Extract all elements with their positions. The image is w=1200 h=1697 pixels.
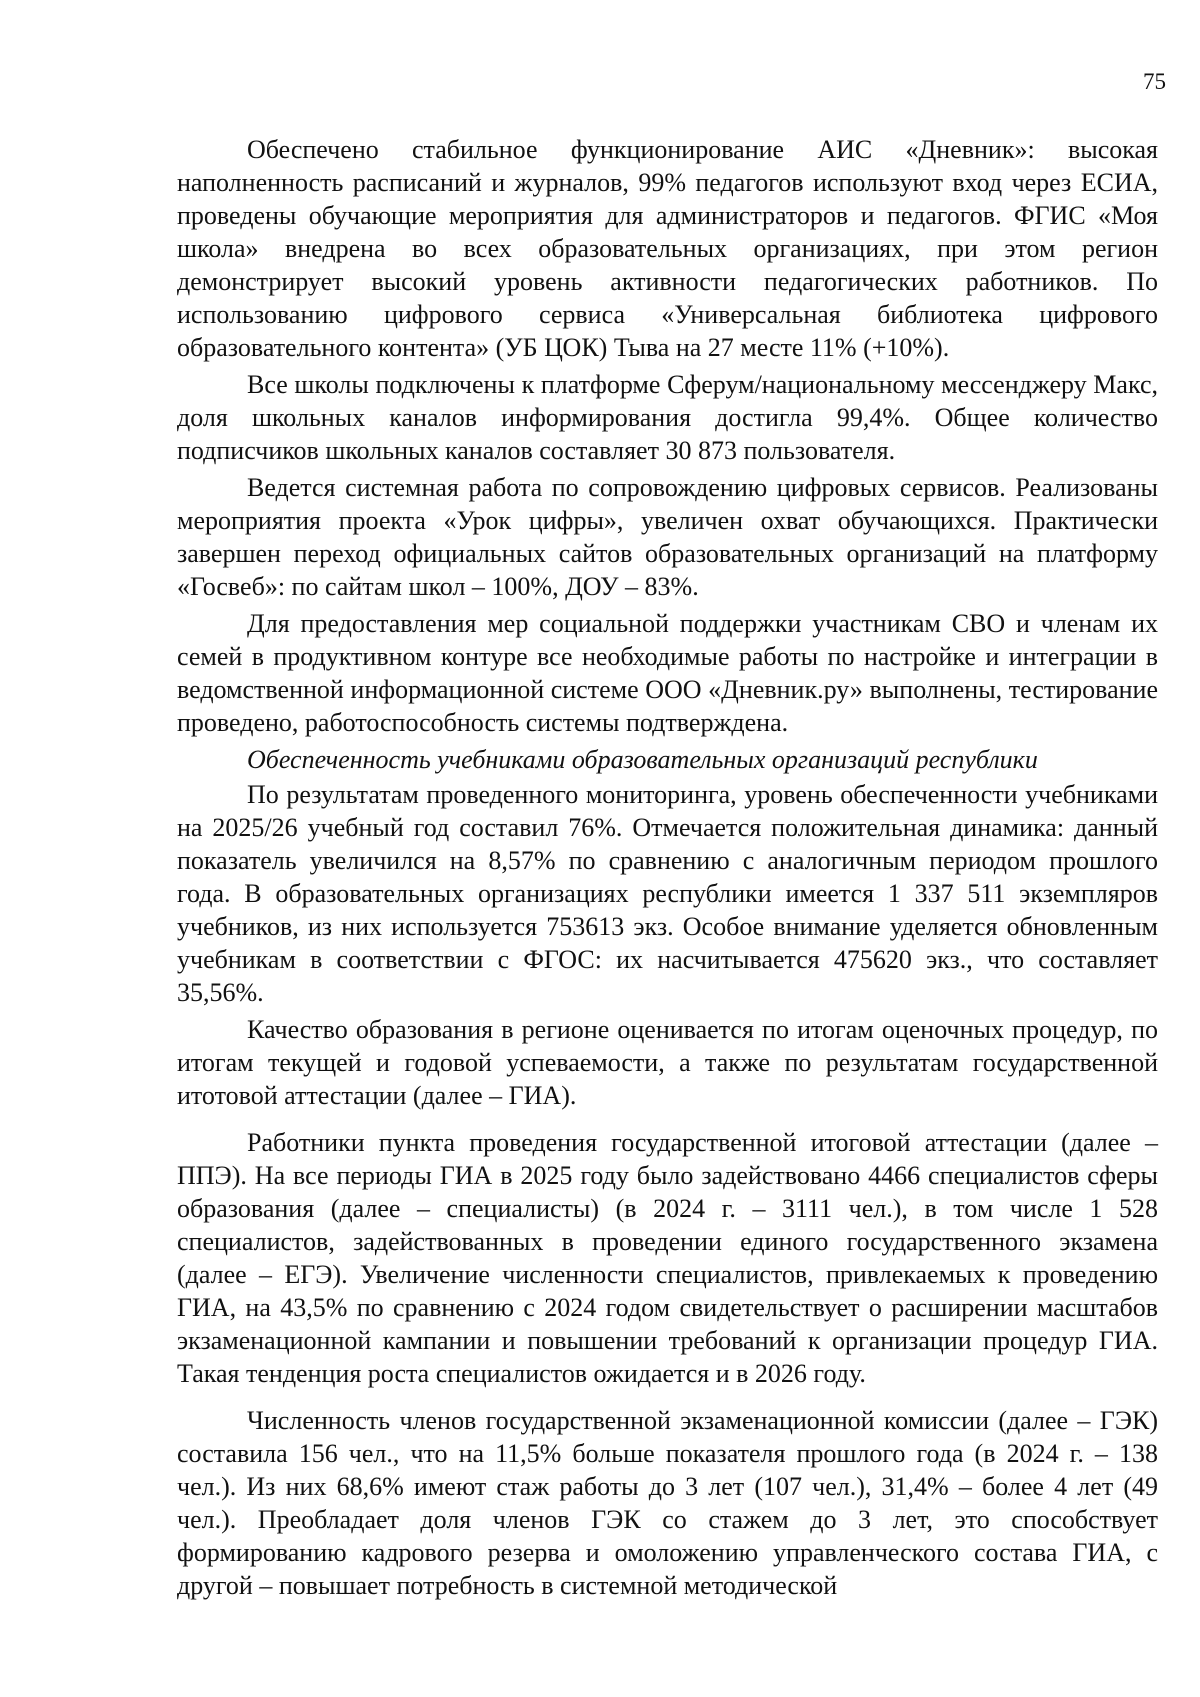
- paragraph-textbooks: По результатам проведенного мониторинга, уровень обеспеченности учебниками на 2025/26 учебный год составил 76%. Отмечается положительная динамика: данный показатель увеличился на 8,57% по сравнению с аналогичным периодом прошлого года. В образовательных организациях республики имеется 1 337 511 экземпляров учебников, из них используется 753613 экз. Особое внимание уделяется обновленным учебникам в соответствии с ФГОС: их насчитывается 475620 экз., что составляет 35,56%.: [177, 780, 1158, 1007]
- document-body: [177, 133, 1158, 1606]
- paragraph-svo-support: Для предоставления мер социальной поддержки участникам СВО и членам их семей в продуктивном контуре все необходимые работы по настройке и интеграции в ведомственной информационной системе ООО «Дневник.ру» выполнены, тестирование проведено, работоспособность системы подтверждена.: [177, 609, 1158, 737]
- paragraph-education-quality: Качество образования в регионе оценивается по итогам оценочных процедур, по итогам текущей и годовой успеваемости, а также по результатам государственной итотовой аттестации (далее – ГИА).: [177, 1015, 1158, 1110]
- section-subheading: Обеспеченность учебниками образовательных организаций республики: [247, 745, 1038, 774]
- paragraph-sferum: Все школы подключены к платформе Сферум/национальному мессенджеру Макс, доля школьных каналов информирования достигла 99,4%. Общее количество подписчиков школьных каналов составляет 30 873 пользователя.: [177, 370, 1158, 465]
- page-number: 75: [1143, 69, 1166, 94]
- paragraph-digital-services: Ведется системная работа по сопровождению цифровых сервисов. Реализованы мероприятия проекта «Урок цифры», увеличен охват обучающихся. Практически завершен переход официальных сайтов образовательных организаций на платформу «Госвеб»: по сайтам школ – 100%, ДОУ – 83%.: [177, 473, 1158, 601]
- paragraph-ppe-workers: Работники пункта проведения государственной итоговой аттестации (далее – ППЭ). На все периоды ГИА в 2025 году было задействовано 4466 специалистов сферы образования (далее – специалисты) (в 2024 г. – 3111 чел.), в том числе 1 528 специалистов, задействованных в проведении единого государственного экзамена (далее – ЕГЭ). Увеличение численности специалистов, привлекаемых к проведению ГИА, на 43,5% по сравнению с 2024 годом свидетельствует о расширении масштабов экзаменационной кампании и повышении требований к организации процедур ГИА. Такая тенденция роста специалистов ожидается и в 2026 году.: [177, 1128, 1158, 1388]
- paragraph-ais-dnevnik: Обеспечено стабильное функционирование АИС «Дневник»: высокая наполненность расписаний и журналов, 99% педагогов используют вход через ЕСИА, проведены обучающие мероприятия для администраторов и педагогов. ФГИС «Моя школа» внедрена во всех образовательных организациях, при этом регион демонстрирует высокий уровень активности педагогических работников. По использованию цифрового сервиса «Универсальная библиотека цифрового образовательного контента» (УБ ЦОК) Тыва на 27 месте 11% (+10%).: [177, 135, 1158, 362]
- paragraph-gek-members: Численность членов государственной экзаменационной комиссии (далее – ГЭК) составила 156 чел., что на 11,5% больше показателя прошлого года (в 2024 г. – 138 чел.). Из них 68,6% имеют стаж работы до 3 лет (107 чел.), 31,4% – более 4 лет (49 чел.). Преобладает доля членов ГЭК со стажем до 3 лет, это способствует формированию кадрового резерва и омоложению управленческого состава ГИА, с другой – повышает потребность в системной методической: [177, 1406, 1158, 1600]
